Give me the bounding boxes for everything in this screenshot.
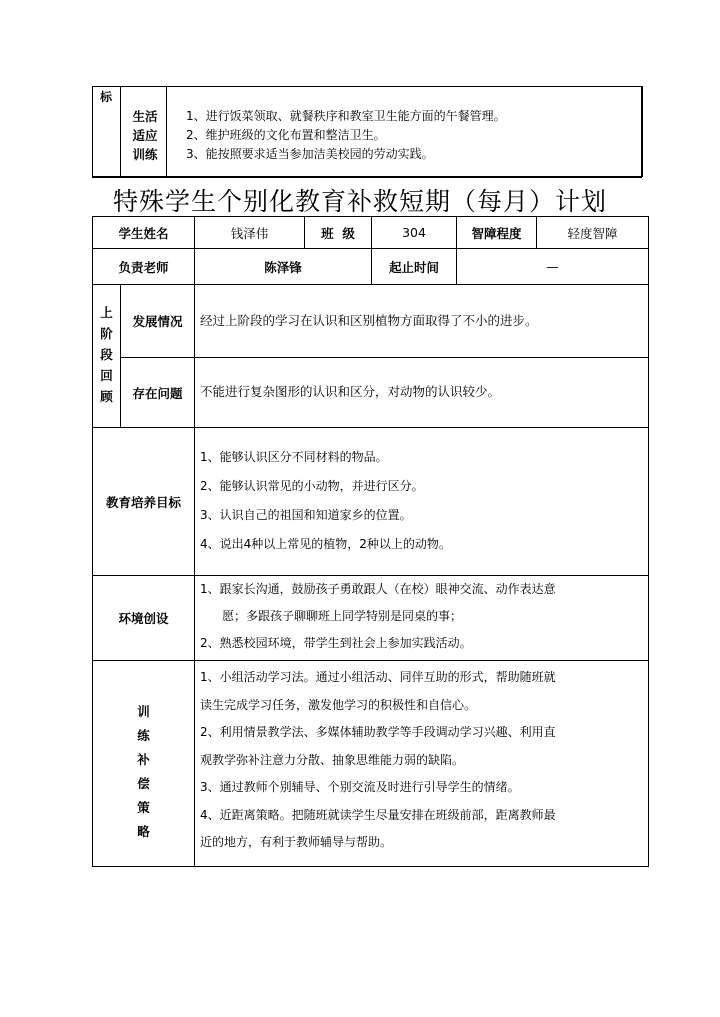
list-item: 读生完成学习任务，激发他学习的积极性和自信心。 <box>200 697 477 712</box>
top-col-label: 标 <box>100 90 113 104</box>
review-section-label: 上 阶 段 回 顾 <box>100 305 113 404</box>
progress-text: 经过上阶段的学习在认识和区别植物方面取得了不小的进步。 <box>200 313 538 328</box>
period-value: — <box>546 259 559 274</box>
list-item: 1、小组活动学习法。通过小组活动、同伴互助的形式，帮助随班就 <box>200 670 556 684</box>
list-item: 3、通过教师个别辅导、个别交流及时进行引导学生的情绪。 <box>200 780 520 794</box>
strategy-list <box>200 664 556 857</box>
goals-list <box>200 443 451 559</box>
list-item: 1、能够认识区分不同材料的物品。 <box>200 450 388 464</box>
goals-label: 教育培养目标 <box>105 494 181 510</box>
strategy-label: 训 练 补 偿 策 略 <box>137 704 150 839</box>
disability-value: 轻度智障 <box>567 225 618 241</box>
environment-list <box>200 576 556 657</box>
list-item: 1、跟家长沟通，鼓励孩子勇敢跟人（在校）眼神交流、动作表达意 <box>200 582 556 596</box>
list-item: 2、熟悉校园环境，带学生到社会上参加实践活动。 <box>200 636 472 650</box>
disability-label: 智障程度 <box>471 225 522 241</box>
list-item: 2、利用情景教学法、多媒体辅助教学等手段调动学习兴趣、利用直 <box>200 725 556 739</box>
life-skills-list <box>186 107 506 164</box>
list-item: 1、进行饭菜领取、就餐秩序和教室卫生能方面的午餐管理。 <box>186 109 506 123</box>
teacher-value: 陈泽锋 <box>264 259 302 275</box>
list-item: 3、能按照要求适当参加洁美校园的劳动实践。 <box>186 147 434 161</box>
teacher-label: 负责老师 <box>118 259 169 275</box>
class-value: 304 <box>402 225 426 240</box>
student-name-label: 学生姓名 <box>118 225 169 241</box>
environment-label: 环境创设 <box>118 611 169 626</box>
list-item: 3、认识自己的祖国和知道家乡的位置。 <box>200 508 412 522</box>
list-item: 近的地方，有利于教师辅导与帮助。 <box>200 835 393 849</box>
period-label: 起止时间 <box>388 259 439 275</box>
student-name-value: 钱泽伟 <box>230 225 269 241</box>
page-title: 特殊学生个别化教育补救短期（每月）计划 <box>112 187 607 216</box>
list-item: 2、能够认识常见的小动物，并进行区分。 <box>200 479 424 493</box>
problem-text: 不能进行复杂图形的认识和区分，对动物的认识较少。 <box>200 384 501 399</box>
list-item: 4、说出4种以上常见的植物，2种以上的动物。 <box>200 537 451 551</box>
life-skills-label: 生活 适应 训练 <box>132 109 158 162</box>
progress-label: 发展情况 <box>132 314 183 329</box>
list-item: 愿；多跟孩子聊聊班上同学特别是同桌的事； <box>222 609 463 623</box>
class-label: 班 级 <box>321 225 355 241</box>
list-item: 2、维护班级的文化布置和整洁卫生。 <box>186 128 386 142</box>
problem-label: 存在问题 <box>132 385 183 401</box>
list-item: 4、近距离策略。把随班就读学生尽量安排在班级前部，距离教师最 <box>200 807 556 822</box>
list-item: 观教学弥补注意力分散、抽象思维能力弱的缺陷。 <box>200 752 465 767</box>
